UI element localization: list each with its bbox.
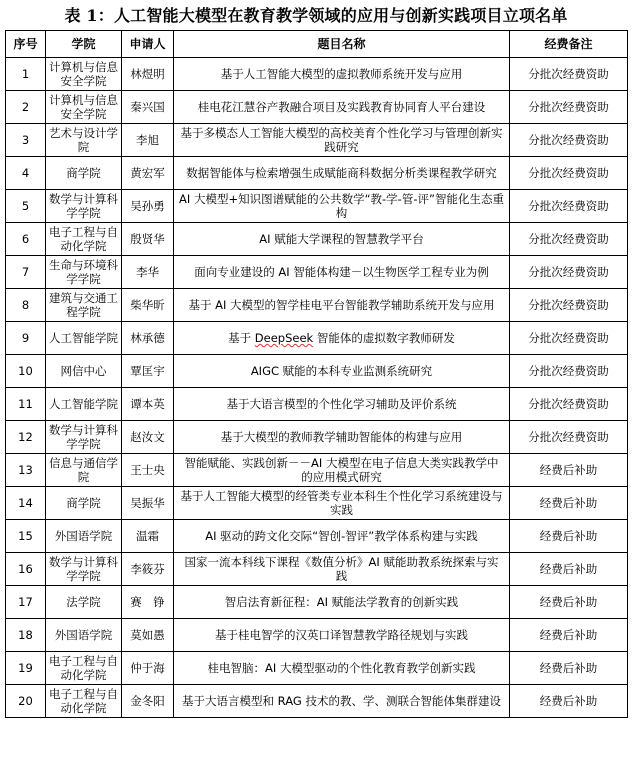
cell-applicant: 殷贤华: [122, 223, 174, 256]
cell-funding: 经费后补助: [510, 685, 628, 718]
cell-college: 艺术与设计学院: [46, 124, 122, 157]
cell-no: 7: [6, 256, 46, 289]
cell-college: 信息与通信学院: [46, 454, 122, 487]
cell-college: 计算机与信息安全学院: [46, 58, 122, 91]
cell-funding: 分批次经费资助: [510, 289, 628, 322]
cell-funding: 分批次经费资助: [510, 223, 628, 256]
header-row: [6, 31, 628, 58]
cell-funding: 分批次经费资助: [510, 355, 628, 388]
cell-topic: 基于大模型的教师教学辅助智能体的构建与应用: [174, 421, 510, 454]
cell-no: 8: [6, 289, 46, 322]
table-row: [6, 322, 628, 355]
cell-funding: 经费后补助: [510, 520, 628, 553]
table-row: [6, 124, 628, 157]
cell-topic: AI 驱动的跨文化交际“智创-智评”教学体系构建与实践: [174, 520, 510, 553]
cell-applicant: 覃匡宇: [122, 355, 174, 388]
cell-no: 3: [6, 124, 46, 157]
cell-college: 人工智能学院: [46, 388, 122, 421]
table-row: [6, 223, 628, 256]
cell-funding: 经费后补助: [510, 586, 628, 619]
cell-college: 电子工程与自动化学院: [46, 223, 122, 256]
cell-no: 16: [6, 553, 46, 586]
cell-funding: 分批次经费资助: [510, 388, 628, 421]
cell-college: 外国语学院: [46, 520, 122, 553]
cell-topic: 桂电智脑：AI 大模型驱动的个性化教育教学创新实践: [174, 652, 510, 685]
cell-topic: AIGC 赋能的本科专业监测系统研究: [174, 355, 510, 388]
cell-college: 电子工程与自动化学院: [46, 685, 122, 718]
header-applicant: 申请人: [122, 31, 174, 58]
cell-applicant: 李旭: [122, 124, 174, 157]
header-no: 序号: [6, 31, 46, 58]
cell-no: 10: [6, 355, 46, 388]
cell-applicant: 林承德: [122, 322, 174, 355]
cell-college: 商学院: [46, 157, 122, 190]
cell-no: 18: [6, 619, 46, 652]
cell-funding: 分批次经费资助: [510, 421, 628, 454]
cell-applicant: 谭本英: [122, 388, 174, 421]
project-table: [5, 30, 628, 718]
cell-applicant: 吴孙勇: [122, 190, 174, 223]
table-row: [6, 421, 628, 454]
cell-no: 15: [6, 520, 46, 553]
cell-funding: 经费后补助: [510, 553, 628, 586]
topic-text-post: 智能体的虚拟数字教师研发: [313, 331, 455, 345]
cell-topic: 面向专业建设的 AI 智能体构建－以生物医学工程专业为例: [174, 256, 510, 289]
topic-text-marked: DeepSeek: [254, 331, 314, 345]
table-row: [6, 454, 628, 487]
cell-college: 商学院: [46, 487, 122, 520]
cell-applicant: 王士央: [122, 454, 174, 487]
table-row: [6, 685, 628, 718]
cell-applicant: 李华: [122, 256, 174, 289]
table-row: [6, 91, 628, 124]
cell-college: 人工智能学院: [46, 322, 122, 355]
cell-topic: 智能赋能、实践创新－－AI 大模型在电子信息大类实践教学中的应用模式研究: [174, 454, 510, 487]
cell-topic: AI 大模型+知识图谱赋能的公共数学“教-学-管-评”智能化生态重构: [174, 190, 510, 223]
cell-funding: 分批次经费资助: [510, 190, 628, 223]
cell-topic: [174, 322, 510, 355]
cell-topic: 基于 AI 大模型的智学桂电平台智能教学辅助系统开发与应用: [174, 289, 510, 322]
header-college: 学院: [46, 31, 122, 58]
cell-no: 2: [6, 91, 46, 124]
cell-topic: 基于大语言模型的个性化学习辅助及评价系统: [174, 388, 510, 421]
cell-applicant: 赛 铮: [122, 586, 174, 619]
cell-applicant: 金冬阳: [122, 685, 174, 718]
cell-topic: 国家一流本科线下课程《数值分析》AI 赋能助教系统探索与实践: [174, 553, 510, 586]
cell-college: 数学与计算科学学院: [46, 190, 122, 223]
cell-college: 计算机与信息安全学院: [46, 91, 122, 124]
cell-no: 5: [6, 190, 46, 223]
table-row: [6, 256, 628, 289]
cell-applicant: 赵汝文: [122, 421, 174, 454]
cell-funding: 经费后补助: [510, 454, 628, 487]
topic-text-pre: 基于: [228, 331, 255, 345]
table-row: [6, 652, 628, 685]
table-row: [6, 355, 628, 388]
cell-no: 6: [6, 223, 46, 256]
cell-college: 电子工程与自动化学院: [46, 652, 122, 685]
page-title: 表 1：人工智能大模型在教育教学领域的应用与创新实践项目立项名单: [64, 6, 568, 25]
cell-funding: 分批次经费资助: [510, 91, 628, 124]
table-row: [6, 157, 628, 190]
cell-applicant: 李筱芬: [122, 553, 174, 586]
cell-topic: 智启法育新征程：AI 赋能法学教育的创新实践: [174, 586, 510, 619]
cell-topic: 基于人工智能大模型的经管类专业本科生个性化学习系统建设与实践: [174, 487, 510, 520]
table-row: [6, 586, 628, 619]
header-topic: 题目名称: [174, 31, 510, 58]
cell-topic: 基于多模态人工智能大模型的高校美育个性化学习与管理创新实践研究: [174, 124, 510, 157]
cell-applicant: 柴华昕: [122, 289, 174, 322]
cell-college: 建筑与交通工程学院: [46, 289, 122, 322]
cell-topic: AI 赋能大学课程的智慧教学平台: [174, 223, 510, 256]
cell-funding: 分批次经费资助: [510, 322, 628, 355]
cell-funding: 分批次经费资助: [510, 124, 628, 157]
cell-no: 9: [6, 322, 46, 355]
cell-no: 17: [6, 586, 46, 619]
table-row: [6, 388, 628, 421]
cell-college: 网信中心: [46, 355, 122, 388]
cell-topic: 基于桂电智学的汉英口译智慧教学路径规划与实践: [174, 619, 510, 652]
cell-college: 数学与计算科学学院: [46, 421, 122, 454]
table-row: [6, 619, 628, 652]
cell-no: 14: [6, 487, 46, 520]
cell-topic: 基于大语言模型和 RAG 技术的教、学、测联合智能体集群建设: [174, 685, 510, 718]
cell-applicant: 温霜: [122, 520, 174, 553]
cell-applicant: 吴振华: [122, 487, 174, 520]
cell-no: 20: [6, 685, 46, 718]
cell-no: 12: [6, 421, 46, 454]
table-row: [6, 289, 628, 322]
cell-funding: 经费后补助: [510, 487, 628, 520]
cell-no: 19: [6, 652, 46, 685]
cell-applicant: 林煜明: [122, 58, 174, 91]
cell-funding: 分批次经费资助: [510, 157, 628, 190]
cell-topic: 桂电花江慧谷产教融合项目及实践教育协同育人平台建设: [174, 91, 510, 124]
cell-topic: 数据智能体与检索增强生成赋能商科数据分析类课程教学研究: [174, 157, 510, 190]
table-row: [6, 520, 628, 553]
cell-topic: 基于人工智能大模型的虚拟教师系统开发与应用: [174, 58, 510, 91]
cell-college: 法学院: [46, 586, 122, 619]
cell-college: 外国语学院: [46, 619, 122, 652]
cell-no: 11: [6, 388, 46, 421]
table-row: [6, 58, 628, 91]
cell-no: 4: [6, 157, 46, 190]
table-row: [6, 487, 628, 520]
cell-applicant: 仲于海: [122, 652, 174, 685]
cell-applicant: 黄宏军: [122, 157, 174, 190]
cell-applicant: 莫如愚: [122, 619, 174, 652]
cell-applicant: 秦兴国: [122, 91, 174, 124]
table-row: [6, 553, 628, 586]
cell-funding: 经费后补助: [510, 619, 628, 652]
table-row: [6, 190, 628, 223]
cell-no: 1: [6, 58, 46, 91]
header-funding: 经费备注: [510, 31, 628, 58]
cell-funding: 经费后补助: [510, 652, 628, 685]
cell-no: 13: [6, 454, 46, 487]
cell-college: 数学与计算科学学院: [46, 553, 122, 586]
cell-funding: 分批次经费资助: [510, 256, 628, 289]
cell-funding: 分批次经费资助: [510, 58, 628, 91]
cell-college: 生命与环境科学学院: [46, 256, 122, 289]
